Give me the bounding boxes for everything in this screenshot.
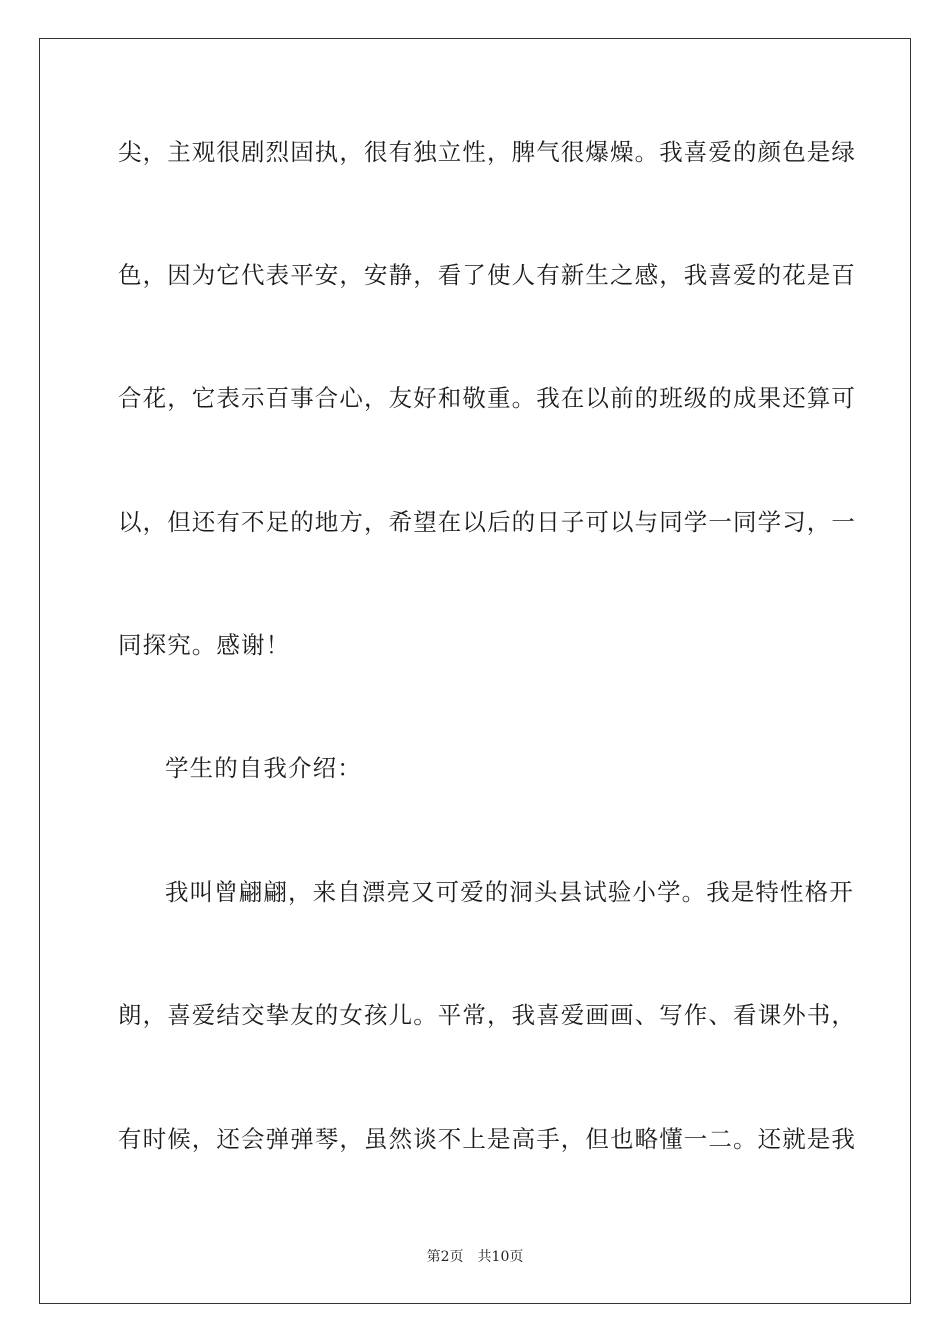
body-text-line-5: 同探究。感谢！ — [118, 631, 291, 659]
body-text-line-8: 朗，喜爱结交挚友的女孩儿。平常，我喜爱画画、写作、看课外书， — [118, 1001, 856, 1029]
page-number: 第2页 — [426, 1249, 464, 1265]
total-pages: 共10页 — [477, 1249, 524, 1265]
page-footer — [0, 1248, 950, 1266]
section-heading: 学生的自我介绍： — [165, 754, 362, 782]
body-text-line-7: 我叫曾翩翩，来自漂亮又可爱的洞头县试验小学。我是特性格开 — [165, 878, 854, 906]
body-text-line-9: 有时候，还会弹弹琴，虽然谈不上是高手，但也略懂一二。还就是我 — [118, 1125, 856, 1153]
body-text-line-1: 尖，主观很剧烈固执，很有独立性，脾气很爆燥。我喜爱的颜色是绿 — [118, 138, 856, 166]
body-text-line-2: 色，因为它代表平安，安静，看了使人有新生之感，我喜爱的花是百 — [118, 261, 856, 289]
body-text-line-3: 合花，它表示百事合心，友好和敬重。我在以前的班级的成果还算可 — [118, 384, 856, 412]
body-text-line-4: 以，但还有不足的地方，希望在以后的日子可以与同学一同学习，一 — [118, 508, 856, 536]
page-border — [39, 38, 911, 1304]
